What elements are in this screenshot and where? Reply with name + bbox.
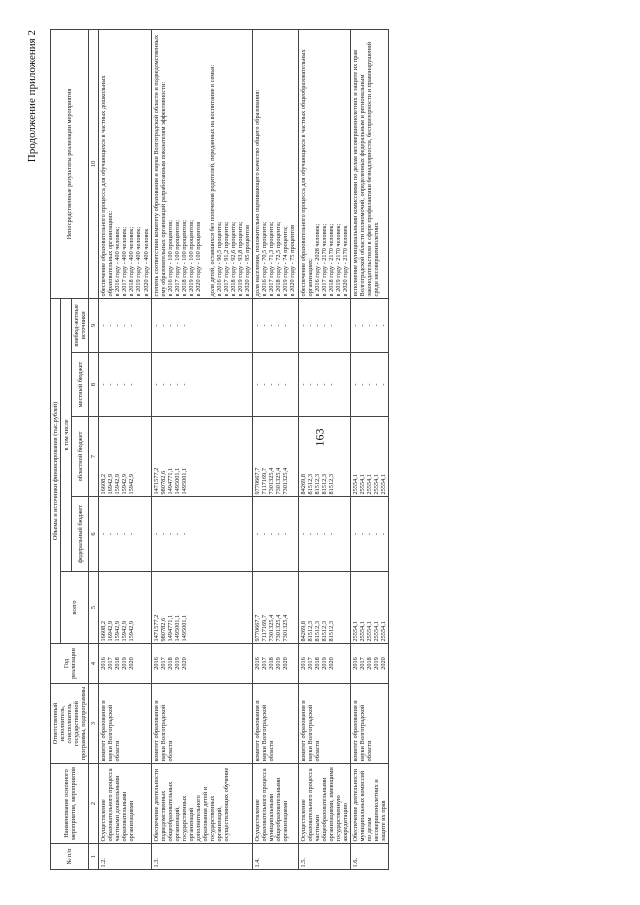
row-name: Осуществление образовательного процесса частными общеобразовательными организациями, имеющими государственную аккредитацию bbox=[298, 764, 350, 844]
row-results: обеспечение образовательного процесса для обучающихся в частных общеобразовательных организациях: в 2016 году - 2028 человек; в 2017 году - 2170 человек; в 2018 году - 2170 человек; в 2019 году - 2170 человек; в 2020 году - 2170 человек bbox=[298, 29, 350, 298]
header-num: № п/п bbox=[51, 844, 89, 870]
row-federal: - - - - - bbox=[298, 497, 350, 572]
row-extra: - - - - - bbox=[350, 298, 388, 352]
page-number: 163 bbox=[312, 428, 327, 447]
header-name: Наименование основного мероприятия, мероприятия bbox=[51, 764, 89, 844]
header-year: Год реализации bbox=[51, 644, 89, 684]
row-total: 9770667,7 7117169,7 7301325,4 7301325,4 7301325,4 bbox=[253, 572, 298, 644]
row-total: 16608,2 16942,9 15942,9 15942,9 15942,9 bbox=[99, 572, 151, 644]
row-number: 1.2. bbox=[99, 844, 151, 870]
program-table bbox=[50, 29, 389, 870]
col-number: 3 bbox=[89, 684, 99, 764]
col-number: 7 bbox=[89, 417, 99, 497]
header-responsible: Ответственный исполнитель, соисполнитель государственной программы, подпрограммы bbox=[51, 684, 89, 764]
row-regional: 84269,8 81512,3 81512,3 81512,3 81512,3 bbox=[298, 417, 350, 497]
row-regional: 16608,2 16942,9 15942,9 15942,9 15942,9 bbox=[99, 417, 151, 497]
row-results: степень соответствия комитету образования и науки Волгоградской области и подведомственных ему образовательных организаций разработанным показателям эффективности: в 2016 году - 100 процентов; в 2017 году - 100 процентов; в 2018 году - 100 процентов; в 2019 году - 100 процентов; в 2020 году - 100 процентов доля детей, оставшихся без попечения родителей, переданных на воспитание в семьи: в 2016 году - 90,5 процента; в 2017 году - 91,2 процента; в 2018 году - 92,6 процента; в 2019 году - 93,8 процента; в 2020 году - 95 процентов bbox=[151, 29, 253, 298]
row-local: - - - - - bbox=[350, 353, 388, 417]
col-number: 2 bbox=[89, 764, 99, 844]
row-responsible: комитет образования и науки Волгоградской области bbox=[298, 684, 350, 764]
row-local: - - - - - bbox=[99, 353, 151, 417]
table-row bbox=[298, 29, 350, 869]
table-row bbox=[99, 29, 151, 869]
row-federal: - - - - - bbox=[151, 497, 253, 572]
header-federal: федеральный бюджет bbox=[72, 497, 89, 572]
row-years: 2016 2017 2018 2019 2020 bbox=[99, 644, 151, 684]
row-responsible: комитет образования и науки Волгоградской области bbox=[151, 684, 253, 764]
row-extra: - - - - - bbox=[298, 298, 350, 352]
row-number: 1.4. bbox=[253, 844, 298, 870]
row-name: Обеспечение деятельности подведомственных общеобразовательных организаций, государственных организаций дополнительного образования детей и государственных организаций, осуществляющих обучение bbox=[151, 764, 253, 844]
row-years: 2016 2017 2018 2019 2020 bbox=[298, 644, 350, 684]
col-number: 5 bbox=[89, 572, 99, 644]
row-extra: - - - - - bbox=[253, 298, 298, 352]
col-number: 6 bbox=[89, 497, 99, 572]
header-extra: внебюд-жетные источники bbox=[72, 298, 89, 352]
header-regional: областной бюджет bbox=[72, 417, 89, 497]
row-local: - - - - - bbox=[253, 353, 298, 417]
row-federal: - - - - - bbox=[99, 497, 151, 572]
row-responsible: комитет образования и науки Волгоградской области bbox=[253, 684, 298, 764]
col-number: 10 bbox=[89, 29, 99, 298]
row-federal: - - - - - bbox=[350, 497, 388, 572]
row-regional: 25554,1 25554,1 25554,1 25554,1 25554,1 bbox=[350, 417, 388, 497]
continuation-title: Продолжение приложения 2 bbox=[26, 30, 38, 163]
row-results: доля населения, положительно оценивающего качество общего образования: в 2016 году - 70,5 процента; в 2017 году - 71,3 процента; в 2018 году - 72,5 процента; в 2019 году - 74 процента; в 2020 году - 75 процентов bbox=[253, 29, 298, 298]
row-extra: - - - - - bbox=[151, 298, 253, 352]
row-regional: 9770667,7 7117169,7 7301325,4 7301325,4 7301325,4 bbox=[253, 417, 298, 497]
row-total: 25554,1 25554,1 25554,1 25554,1 25554,1 bbox=[350, 572, 388, 644]
row-regional: 1471577,2 980782,6 1494771,1 1495001,1 1495001,1 bbox=[151, 417, 253, 497]
row-federal: - - - - - bbox=[253, 497, 298, 572]
header-funding: Объемы и источники финансирования (тыс.рублей) bbox=[51, 298, 61, 643]
row-local: - - - - - bbox=[298, 353, 350, 417]
row-total: 84269,8 81512,3 81512,3 81512,3 81512,3 bbox=[298, 572, 350, 644]
header-local: местный бюджет bbox=[72, 353, 89, 417]
row-responsible: комитет образования и науки Волгоградской области bbox=[99, 684, 151, 764]
col-number: 8 bbox=[89, 353, 99, 417]
row-years: 2016 2017 2018 2019 2020 bbox=[253, 644, 298, 684]
row-responsible: комитет образования и науки Волгоградской области bbox=[350, 684, 388, 764]
table-row bbox=[350, 29, 388, 869]
row-name: Обеспечение деятельности муниципальных комиссий по делам несовершеннолетних и защите их прав bbox=[350, 764, 388, 844]
row-number: 1.3. bbox=[151, 844, 253, 870]
header-total: всего bbox=[61, 572, 89, 644]
col-number: 1 bbox=[89, 844, 99, 870]
row-years: 2016 2017 2018 2019 2020 bbox=[151, 644, 253, 684]
row-extra: - - - - - bbox=[99, 298, 151, 352]
col-number: 4 bbox=[89, 644, 99, 684]
row-results: обеспечение образовательного процесса для обучающихся в частных дошкольных образовательных организациях: в 2016 году - 400 человек; в 2017 году - 400 человек; в 2018 году - 400 человек; в 2019 году - 400 человек; в 2020 году - 400 человек bbox=[99, 29, 151, 298]
table-row bbox=[253, 29, 298, 869]
rotated-page bbox=[26, 30, 590, 870]
row-name: Осуществление образовательного процесса муниципальными общеобразовательными организациями bbox=[253, 764, 298, 844]
row-results: исполнение муниципальными комиссиями по делам несовершеннолетних и защите их прав Волгоградской области полномочий, определенных федеральным и региональным законодательством в сфере профилактики безнадзорности, беспризорности и правонарушений среди несовершеннолетних bbox=[350, 29, 388, 298]
row-total: 1471577,2 980782,6 1494771,1 1495001,1 1495001,1 bbox=[151, 572, 253, 644]
row-number: 1.6. bbox=[350, 844, 388, 870]
row-number: 1.5. bbox=[298, 844, 350, 870]
row-local: - - - - - bbox=[151, 353, 253, 417]
row-name: Осуществление образовательного процесса частными дошкольными образовательными организациями bbox=[99, 764, 151, 844]
table-row bbox=[151, 29, 253, 869]
header-including: в том числе bbox=[61, 298, 72, 571]
col-number: 9 bbox=[89, 298, 99, 352]
header-results: Непосредственные результаты реализации мероприятия bbox=[51, 29, 89, 298]
row-years: 2016 2017 2018 2019 2020 bbox=[350, 644, 388, 684]
